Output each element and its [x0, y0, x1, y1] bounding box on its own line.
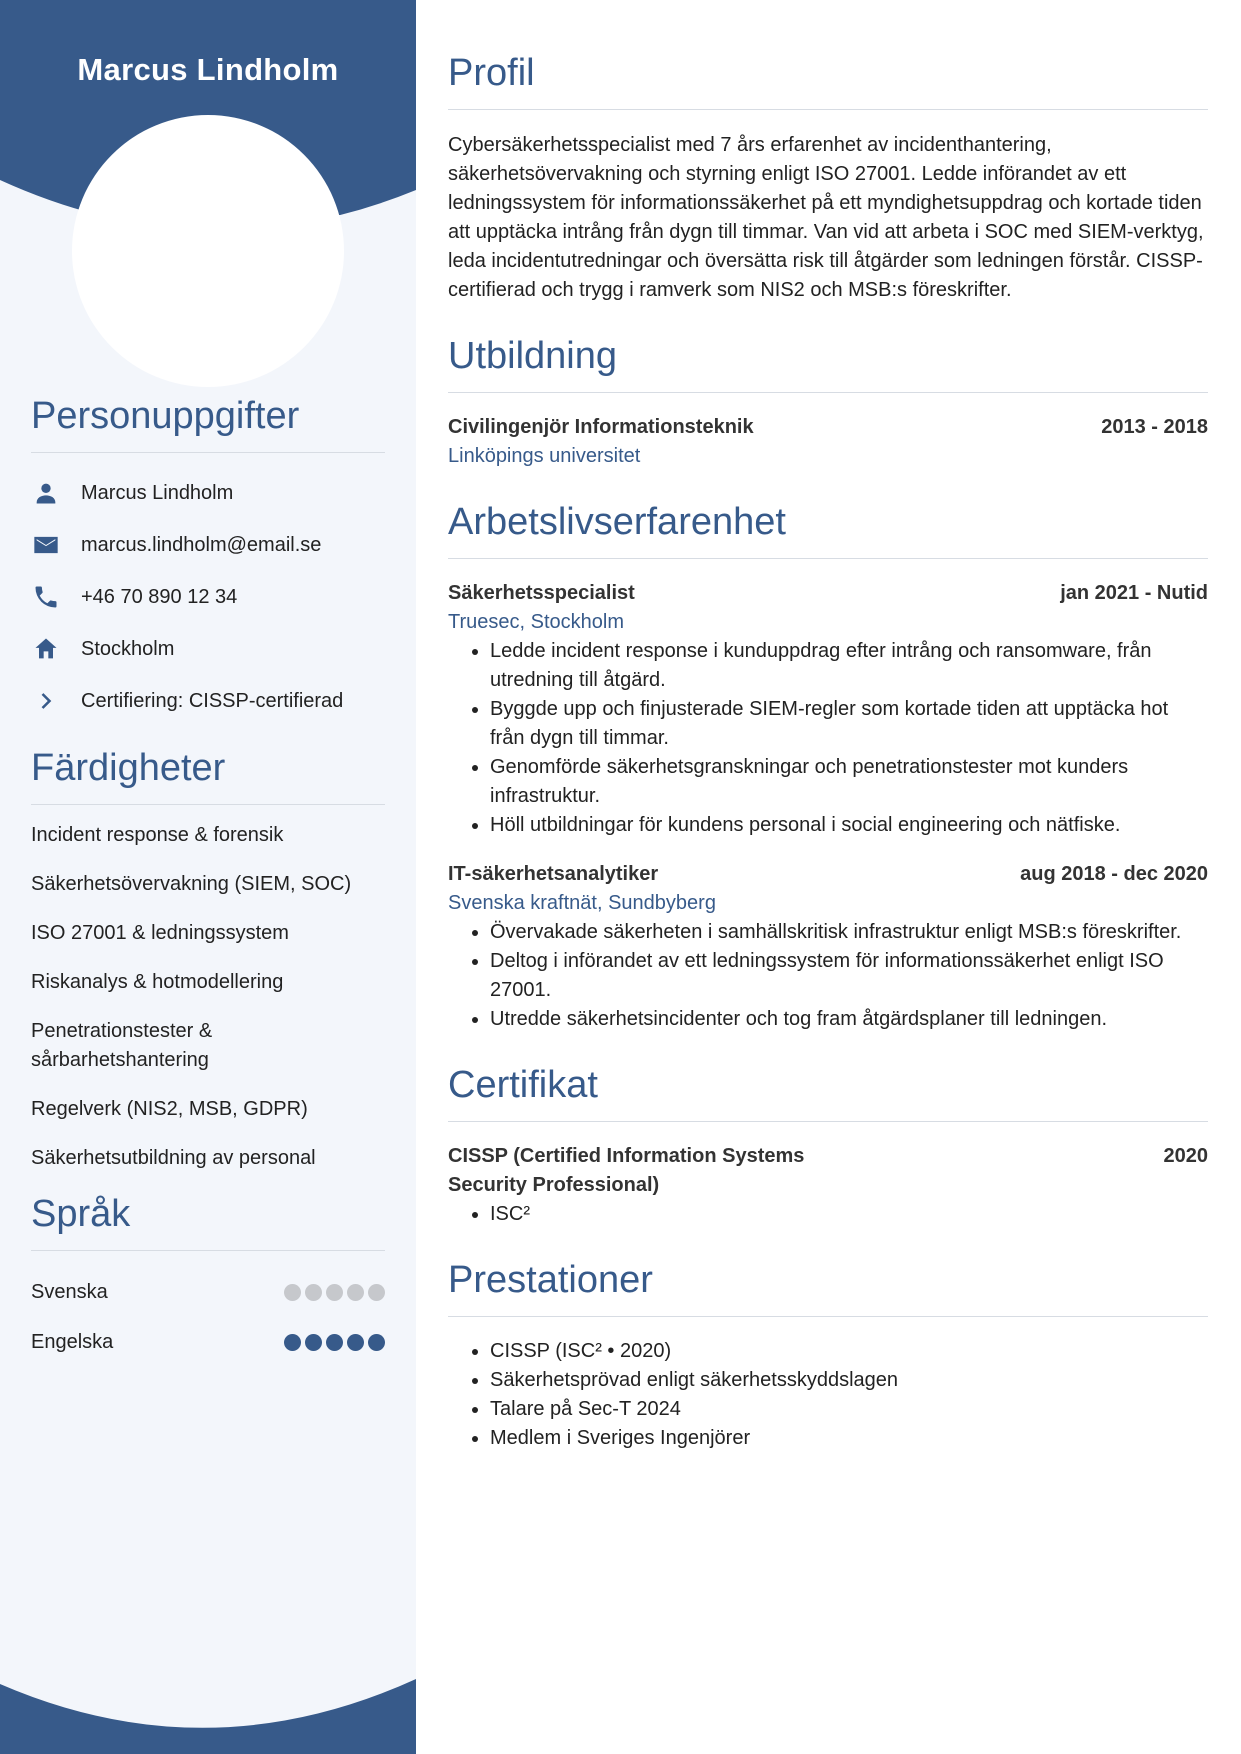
- certificates-heading: Certifikat: [448, 1064, 1208, 1122]
- achievement-item: • Medlem i Sveriges Ingenjörer: [490, 1424, 1208, 1453]
- language-level: [284, 1284, 385, 1301]
- achievements-heading: Prestationer: [448, 1259, 1208, 1317]
- job-bullet: • Genomförde säkerhetsgranskningar och penetrationstester mot kunders infrastruktur.: [490, 753, 1208, 811]
- profile-section: [448, 52, 1208, 305]
- certificate-bullets: [448, 1200, 1208, 1229]
- language-name: Engelska: [31, 1330, 114, 1353]
- job-date: jan 2021 - Nutid: [1060, 582, 1208, 604]
- level-dot: [284, 1334, 301, 1351]
- language-level: [284, 1334, 385, 1351]
- education-entry: [448, 413, 1208, 471]
- contact-location-text: Stockholm: [81, 637, 175, 660]
- achievement-item: • CISSP (ISC² • 2020): [490, 1337, 1208, 1366]
- experience-entry-head: [448, 579, 1208, 608]
- main-content: [448, 0, 1208, 1453]
- experience-entry: [448, 579, 1208, 840]
- chevron-right-icon: [31, 686, 61, 716]
- contact-location: [31, 623, 385, 675]
- language-item: [31, 1317, 385, 1367]
- job-date: aug 2018 - dec 2020: [1020, 863, 1208, 885]
- level-dot: [284, 1284, 301, 1301]
- language-item: [31, 1267, 385, 1317]
- job-employer: Truesec, Stockholm: [448, 611, 624, 633]
- achievement-item: • Talare på Sec-T 2024: [490, 1395, 1208, 1424]
- contact-name: [31, 467, 385, 519]
- experience-heading: Arbetslivserfarenhet: [448, 501, 1208, 559]
- skill-item: Riskanalys & hotmodellering: [31, 971, 284, 993]
- achievements-list: [448, 1337, 1208, 1453]
- certificate-entry-head: [448, 1142, 1208, 1200]
- languages-list: [31, 1267, 385, 1367]
- languages-heading: Språk: [31, 1193, 385, 1251]
- education-title: Civilingenjör Informationsteknik: [448, 416, 754, 438]
- skill-item: ISO 27001 & ledningssystem: [31, 922, 289, 944]
- skills-list: [31, 821, 385, 1173]
- experience-entry: [448, 860, 1208, 1034]
- job-bullets: [448, 918, 1208, 1034]
- level-dot: [368, 1334, 385, 1351]
- contact-certification-text: Certifiering: CISSP-certifierad: [81, 689, 344, 712]
- level-dot: [326, 1284, 343, 1301]
- job-title: Säkerhetsspecialist: [448, 582, 635, 604]
- phone-icon: [31, 582, 61, 612]
- footer-shape: [0, 1664, 416, 1754]
- profile-heading: Profil: [448, 52, 1208, 110]
- certificates-section: [448, 1064, 1208, 1229]
- profile-text: Cybersäkerhetsspecialist med 7 års erfarenhet av incidenthantering, säkerhetsövervakning och styrning enligt ISO 27001. Ledde införandet av ett ledningssystem för informationssäkerhet på ett myndighetsuppdrag och kortade tiden att upptäcka intrång från dygn till timmar. Van vid att arbeta i SOC med SIEM-verktyg, leda incidentutredningar och översätta risk till åtgärder som ledningen förstår. CISSP-certifierad och trygg i ramverk som NIS2 och MSB:s föreskrifter.: [448, 134, 1204, 301]
- sidebar: [0, 0, 416, 1754]
- candidate-name: Marcus Lindholm: [77, 52, 339, 87]
- skill-item: Incident response & forensik: [31, 824, 284, 846]
- profile-photo: [72, 115, 344, 387]
- contact-phone: [31, 571, 385, 623]
- job-bullet: • Ledde incident response i kunduppdrag efter intrång och ransomware, från utredning till åtgärd.: [490, 637, 1208, 695]
- education-date: 2013 - 2018: [1101, 416, 1208, 438]
- level-dot: [305, 1334, 322, 1351]
- skill-item: Regelverk (NIS2, MSB, GDPR): [31, 1098, 308, 1120]
- skill-item: Penetrationstester & sårbarhetshantering: [31, 1020, 213, 1071]
- job-bullets: [448, 637, 1208, 840]
- languages-section: [31, 1193, 385, 1367]
- mail-icon: [31, 530, 61, 560]
- skill-item: Säkerhetsövervakning (SIEM, SOC): [31, 873, 352, 895]
- achievement-item: • Säkerhetsprövad enligt säkerhetsskyddslagen: [490, 1366, 1208, 1395]
- experience-section: [448, 501, 1208, 1034]
- level-dot: [368, 1284, 385, 1301]
- job-bullet: • Höll utbildningar för kundens personal i social engineering och nätfiske.: [490, 811, 1208, 840]
- contact-email: [31, 519, 385, 571]
- education-school: Linköpings universitet: [448, 445, 641, 467]
- skills-section: [31, 747, 385, 1173]
- contact-email-text[interactable]: marcus.lindholm@email.se: [81, 533, 322, 556]
- certificate-entry: [448, 1142, 1208, 1229]
- person-icon: [31, 478, 61, 508]
- level-dot: [347, 1284, 364, 1301]
- contact-certification: [31, 675, 385, 727]
- job-bullet: • Övervakade säkerheten i samhällskritisk infrastruktur enligt MSB:s föreskrifter.: [490, 918, 1208, 947]
- certificate-date: 2020: [1163, 1145, 1208, 1167]
- job-bullet: • Utredde säkerhetsincidenter och tog fram åtgärdsplaner till ledningen.: [490, 1005, 1208, 1034]
- home-icon: [31, 634, 61, 664]
- sidebar-content: [31, 395, 385, 1367]
- experience-entry-head: [448, 860, 1208, 889]
- contact-phone-text[interactable]: +46 70 890 12 34: [81, 585, 238, 608]
- language-name: Svenska: [31, 1280, 108, 1303]
- job-bullet: • Deltog i införandet av ett ledningssystem för informationssäkerhet enligt ISO 27001.: [490, 947, 1208, 1005]
- certificate-title: CISSP (Certified Information Systems Security Professional): [448, 1145, 805, 1196]
- contact-list: [31, 467, 385, 727]
- skills-heading: Färdigheter: [31, 747, 385, 805]
- personal-info-section: [31, 395, 385, 727]
- job-title: IT-säkerhetsanalytiker: [448, 863, 659, 885]
- certificate-bullet: • ISC²: [490, 1200, 1208, 1229]
- level-dot: [326, 1334, 343, 1351]
- job-employer: Svenska kraftnät, Sundbyberg: [448, 892, 716, 914]
- education-heading: Utbildning: [448, 335, 1208, 393]
- job-bullet: • Byggde upp och finjusterade SIEM-regler som kortade tiden att upptäcka hot från dygn till timmar.: [490, 695, 1208, 753]
- achievements-section: [448, 1259, 1208, 1453]
- skill-item: Säkerhetsutbildning av personal: [31, 1147, 316, 1169]
- level-dot: [347, 1334, 364, 1351]
- education-section: [448, 335, 1208, 471]
- level-dot: [305, 1284, 322, 1301]
- education-entry-head: [448, 413, 1208, 442]
- contact-name-text: Marcus Lindholm: [81, 481, 234, 504]
- personal-info-heading: Personuppgifter: [31, 395, 385, 453]
